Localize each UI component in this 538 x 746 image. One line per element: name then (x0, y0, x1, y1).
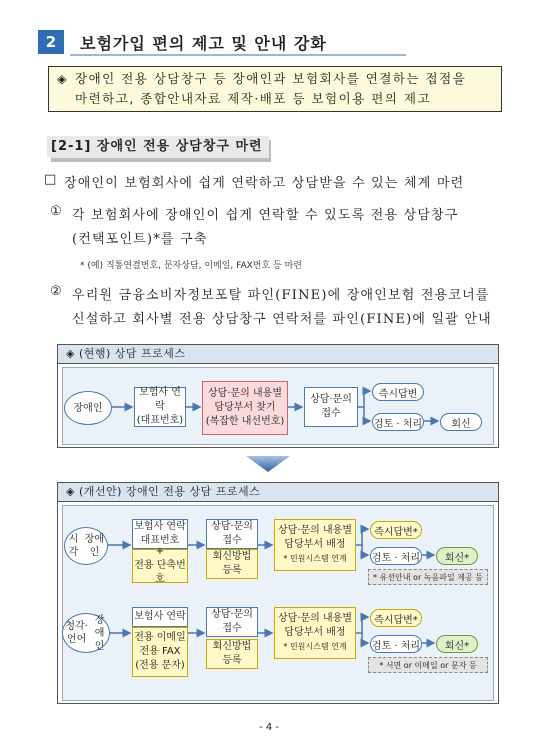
current-reply: 회신 (440, 413, 482, 431)
hearing-contact-bottom-line-1: 전용 이메일 (134, 632, 186, 643)
hearing-receive-line-2: 접수 (222, 623, 242, 634)
hearing-receive-box (206, 607, 258, 637)
hearing-method-line-2: 등록 (222, 655, 242, 666)
visual-assign-box (274, 519, 356, 571)
hearing-instant-answer: 즉시답변* (370, 609, 422, 627)
section-number: 2 (38, 30, 64, 54)
item-box-icon: □ (44, 172, 58, 187)
summary-line-1: 장애인 전용 상담창구 등 장애인과 보험회사를 연결하는 접점을 (75, 71, 467, 86)
visual-assign-note: * 민원시스템 연계 (283, 554, 347, 563)
point-1-line-1: 각 보험회사에 장애인이 쉽게 연락할 수 있도록 전용 상담창구 (72, 208, 459, 223)
visual-contact-top-line-1: 보험사 연락 (134, 521, 186, 532)
diamond-bullet-icon: ◈ (57, 71, 67, 86)
hearing-method-line-1: 회신방법 (212, 641, 252, 652)
hearing-disabled-node (62, 613, 110, 653)
visual-receive-box (206, 519, 258, 549)
visual-receive-line-2: 접수 (222, 535, 242, 546)
current-process-header: ◈ (현행) 상담 프로세스 (58, 345, 498, 364)
improved-process-header: ◈ (개선안) 장애인 전용 상담 프로세스 (58, 483, 498, 502)
hearing-assign-box (274, 607, 356, 659)
summary-box (48, 66, 502, 112)
hearing-reply: 회신* (436, 635, 478, 653)
current-process-panel (57, 344, 499, 448)
current-find-line-2: 담당부서 찾기 (214, 402, 276, 413)
hearing-reply-note: * 서면 or 이메일 or 문자 등 (368, 657, 488, 673)
section-title: 보험가입 편의 제고 및 안내 강화 (80, 34, 327, 53)
hearing-method-box (206, 639, 258, 669)
visual-disabled-node (64, 527, 108, 565)
point-2-line-1: 우리원 금융소비자정보포탈 파인(FINE)에 장애인보험 전용코너를 (72, 288, 490, 303)
current-find-line-1: 상담·문의 내용별 (208, 388, 282, 399)
current-contact-line-1: 보험사 연락 (139, 387, 181, 412)
visual-who-line-1: 시각 (68, 534, 79, 558)
visual-review: 검토 · 처리 (370, 547, 422, 565)
visual-reply-note: * 유선안내 or 녹음파일 제공 등 (368, 569, 488, 585)
hearing-assign-note: * 민원시스템 연계 (283, 642, 347, 651)
current-receive-line-1: 상담·문의 (310, 394, 352, 405)
current-contact-box (134, 387, 186, 427)
current-contact-line-2: (대표번호) (136, 415, 184, 426)
current-find-line-3: (복잡한 내선번호) (205, 416, 285, 427)
hearing-who-line-2: 장애인 (94, 614, 105, 652)
current-find-dept-box (202, 381, 288, 435)
visual-receive-line-1: 상담·문의 (211, 521, 253, 532)
visual-contact-bottom-box (132, 546, 188, 585)
hearing-receive-line-1: 상담·문의 (211, 609, 253, 620)
current-receive-line-2: 접수 (321, 408, 341, 419)
point-2-marker: ② (50, 284, 63, 299)
visual-instant-answer: 즉시답변* (370, 521, 422, 539)
visual-contact-bottom-line-1: + (155, 546, 165, 557)
visual-contact-top-line-2: 대표번호 (140, 535, 180, 546)
visual-who-line-2: 장애인 (84, 534, 105, 558)
visual-reply: 회신* (436, 547, 478, 565)
point-1-line-2: (컨택포인트)*를 구축 (72, 232, 208, 247)
current-disabled-node: 장애인 (64, 391, 112, 425)
summary-line-2: 마련하고, 종합안내자료 제작·배포 등 보험이용 편의 제고 (75, 91, 432, 106)
hearing-assign-line-1: 상담·문의 내용별 (278, 613, 352, 624)
current-receive-box (304, 387, 358, 427)
current-review: 검토 · 처리 (372, 413, 424, 431)
footnote: * (예) 직통연결번호, 문자상담, 이메일, FAX번호 등 마련 (80, 261, 302, 271)
visual-method-line-1: 회신방법 (212, 551, 252, 562)
hearing-contact-top-box: 보험사 연락 (132, 607, 188, 627)
subsection-title: [2-1] 장애인 전용 상담창구 마련 (47, 136, 269, 158)
point-1-marker: ① (50, 204, 63, 219)
visual-contact-bottom-line-2: 전용 단축번호 (134, 560, 186, 585)
hearing-contact-bottom-line-2: 전용 FAX (139, 646, 181, 657)
down-arrow-icon (246, 456, 290, 472)
hearing-assign-line-2: 담당부서 배정 (284, 627, 346, 638)
hearing-who-line-1: 청각·언어 (65, 621, 88, 645)
section-underline (70, 54, 406, 56)
page-number: - 4 - (259, 722, 279, 733)
current-instant-answer: 즉시답변 (372, 383, 424, 401)
hearing-contact-bottom-box (132, 627, 188, 677)
visual-assign-line-2: 담당부서 배정 (284, 539, 346, 550)
visual-method-line-2: 등록 (222, 565, 242, 576)
hearing-review: 검토 · 처리 (370, 635, 422, 653)
improved-process-panel (57, 482, 499, 704)
point-2-line-2: 신설하고 회사별 전용 상담창구 연락처를 파인(FINE)에 일괄 안내 (72, 312, 492, 327)
visual-assign-line-1: 상담·문의 내용별 (278, 525, 352, 536)
visual-method-box (206, 549, 258, 579)
hearing-contact-bottom-line-3: (전용 문자) (135, 660, 185, 671)
item-text: 장애인이 보험회사에 쉽게 연락하고 상담받을 수 있는 체계 마련 (64, 176, 465, 191)
